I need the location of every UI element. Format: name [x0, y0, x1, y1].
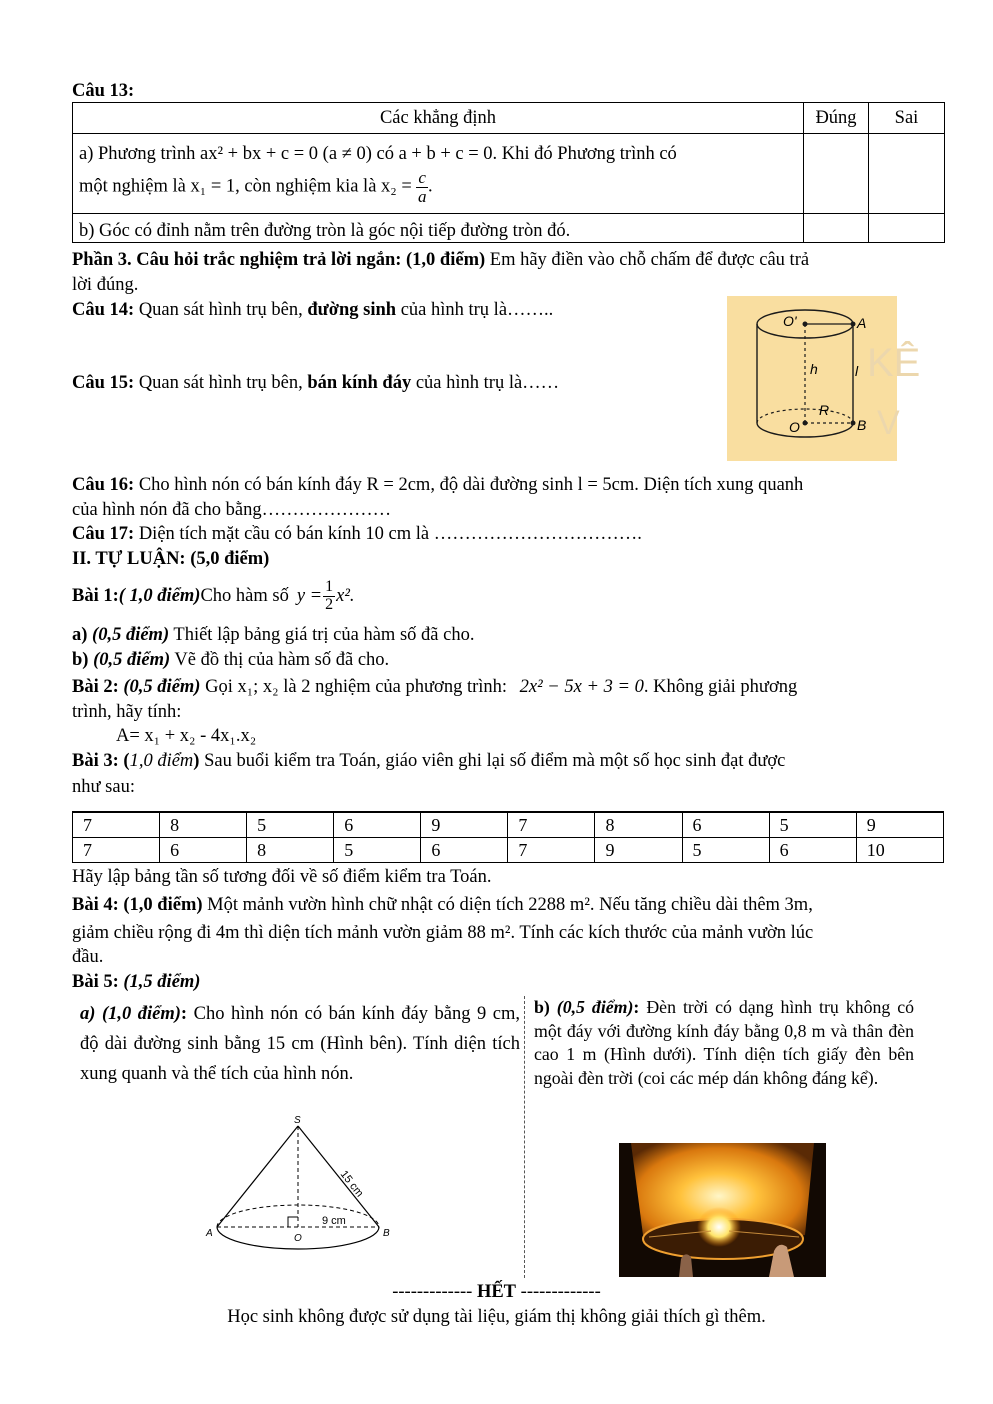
- table-header-statements: Các khẳng định: [73, 103, 804, 134]
- end-word: HẾT: [476, 1282, 517, 1302]
- exercise-5: [72, 971, 200, 993]
- exercise-5a-points: (1,0 điểm): [95, 1004, 181, 1024]
- question-15: [72, 372, 559, 394]
- exercise-2-label: Bài 2:: [72, 677, 119, 697]
- question-17-text: Diện tích mặt cầu có bán kính 10 cm là …………………………….: [134, 524, 642, 544]
- exercise-5b-text: Đèn trời có dạng hình trụ không có một đáy với đường kính đáy bằng 0,8 m và thân đèn cao 1 m (Hình dưới). Tính diện tích giấy đèn bên ngoài đèn trời (coi các mép dán không đáng kể).: [534, 997, 915, 1088]
- label-a: A: [206, 1228, 213, 1239]
- label-b: B: [383, 1228, 390, 1239]
- point-a: [851, 322, 856, 327]
- table-row: [73, 838, 944, 863]
- label-h: h: [810, 361, 818, 377]
- question-15-keyword: bán kính đáy: [307, 373, 412, 393]
- section-2-heading: II. TỰ LUẬN: (5,0 điểm): [72, 549, 270, 569]
- fraction-one-half: [323, 579, 335, 614]
- fraction-numerator: c: [418, 168, 426, 188]
- exercise-1b-label: b): [72, 650, 89, 670]
- exercise-4-points: (1,0 điểm): [118, 895, 203, 915]
- statement-b-true-cell[interactable]: [804, 214, 869, 243]
- exercise-1-text: Cho hàm số: [200, 585, 289, 606]
- exercise-4: [72, 894, 813, 916]
- question-17-label: Câu 17:: [72, 524, 135, 544]
- watermark-letter: KÊ: [867, 341, 921, 385]
- question-14-text: Quan sát hình trụ bên,: [134, 300, 308, 320]
- exercise-1a-label: a): [72, 625, 88, 645]
- score-cell: 8: [160, 812, 247, 838]
- statement-a-false-cell[interactable]: [869, 134, 945, 214]
- exercise-3-label: Bài 3:: [72, 751, 119, 771]
- score-cell: 5: [769, 812, 856, 838]
- label-s: S: [294, 1115, 301, 1126]
- exercise-1a-points: (0,5 điểm): [87, 625, 170, 645]
- label-a: A: [857, 315, 867, 331]
- label-o: O: [789, 419, 800, 435]
- watermark-letter: V: [877, 404, 900, 442]
- part-3-instruction-line2: lời đúng.: [72, 275, 139, 295]
- score-cell: 9: [856, 812, 943, 838]
- exercise-4-label: Bài 4:: [72, 895, 119, 915]
- exercise-2-text-end: . Không giải phương: [643, 677, 798, 697]
- exercise-5b-label: b): [534, 997, 550, 1017]
- label-b: B: [857, 417, 867, 433]
- exercise-5a-text: Cho hình nón có bán kính đáy bằng 9 cm, độ dài đường sinh bằng 15 cm (Hình bên). Tính diện tích xung quanh và thể tích của hình nón.: [80, 1004, 520, 1084]
- score-cell: 8: [595, 812, 682, 838]
- question-16-line1: Cho hình nón có bán kính đáy R = 2cm, độ dài đường sinh l = 5cm. Diện tích xung quanh: [134, 475, 804, 495]
- point-o-prime: [803, 322, 808, 327]
- exercise-1: [72, 574, 355, 618]
- exercise-1-label: Bài 1:: [72, 585, 119, 606]
- end-dashes-left: -------------: [392, 1282, 477, 1302]
- exercise-5b: [534, 996, 914, 1091]
- exercise-1-points: ( 1,0 điểm): [118, 585, 201, 606]
- score-cell: 6: [334, 812, 421, 838]
- question-14-blank: của hình trụ là……..: [396, 300, 554, 320]
- statement-a-true-cell[interactable]: [804, 134, 869, 214]
- exercise-5b-colon: :: [633, 997, 640, 1017]
- score-cell: 6: [421, 838, 508, 863]
- right-angle-mark: [288, 1217, 298, 1227]
- exercise-5a-colon: :: [180, 1004, 188, 1024]
- score-cell: 5: [247, 812, 334, 838]
- label-r: R: [819, 402, 830, 418]
- cone-left-slant: [217, 1126, 298, 1227]
- table-header-false: Sai: [869, 103, 945, 134]
- exercise-4-line3: đầu.: [72, 947, 104, 967]
- statement-b-false-cell[interactable]: [869, 214, 945, 243]
- exercise-3-paren-open: (: [118, 751, 130, 771]
- fraction-c-over-a: [416, 169, 428, 206]
- label-l: l: [855, 363, 859, 379]
- exercise-2: [72, 676, 797, 698]
- formula-y: y =: [296, 585, 323, 606]
- question-13-title: Câu 13:: [72, 81, 135, 101]
- score-cell: 6: [160, 838, 247, 863]
- fraction-denominator: a: [417, 186, 427, 206]
- score-cell: 7: [73, 812, 160, 838]
- score-cell: 9: [421, 812, 508, 838]
- scores-table: [72, 811, 944, 863]
- part-3-instruction: Em hãy điền vào chỗ chấm để được câu trả: [485, 250, 810, 270]
- question-14: [72, 299, 553, 321]
- footer-note: Học sinh không được sử dụng tài liệu, giám thị không giải thích gì thêm.: [227, 1307, 766, 1327]
- score-cell: 9: [595, 838, 682, 863]
- score-cell: 6: [769, 838, 856, 863]
- exercise-5-points: (1,5 điểm): [118, 972, 201, 992]
- exercise-1b-text: Vẽ đồ thị của hàm số đã cho.: [170, 650, 390, 670]
- question-15-label: Câu 15:: [72, 373, 135, 393]
- exercise-5a: [80, 1000, 520, 1090]
- score-cell: 7: [508, 838, 595, 863]
- part-3-heading: [72, 249, 809, 271]
- question-16-line2: của hình nón đã cho bằng…………………: [72, 500, 392, 520]
- statement-a: [73, 134, 804, 214]
- fraction-numerator: 1: [325, 577, 334, 595]
- exercise-3-text: Sau buổi kiểm tra Toán, giáo viên ghi lại số điểm mà một số học sinh đạt được: [199, 751, 786, 771]
- part-3-label: Phần 3: [72, 250, 128, 270]
- table-header-true: Đúng: [804, 103, 869, 134]
- exercise-3-points: 1,0 điểm: [129, 751, 194, 771]
- exercise-2-expression: A= x₁ + x₂ - 4x₁.x₂: [116, 726, 257, 746]
- sky-lantern-photo: [619, 1143, 826, 1277]
- true-false-table: [72, 102, 945, 243]
- column-divider: [524, 996, 525, 1278]
- statement-a-end: .: [427, 176, 433, 197]
- score-cell: 6: [682, 812, 769, 838]
- end-marker: [0, 1281, 993, 1303]
- score-cell: 10: [856, 838, 943, 863]
- question-16: [72, 474, 803, 496]
- fraction-denominator: 2: [325, 595, 334, 613]
- point-b: [851, 421, 856, 426]
- exercise-1a: [72, 624, 474, 646]
- end-dashes-right: -------------: [516, 1282, 601, 1302]
- exercise-2-equation: 2x² − 5x + 3 = 0: [519, 677, 644, 697]
- score-cell: 5: [682, 838, 769, 863]
- score-cell: 7: [73, 838, 160, 863]
- exercise-4-line1: Một mảnh vườn hình chữ nhật có diện tích 2288 m². Nếu tăng chiều dài thêm 3m,: [202, 895, 813, 915]
- exercise-3-line2: như sau:: [72, 777, 135, 797]
- exercise-5b-points: (0,5 điểm): [549, 997, 634, 1017]
- lantern-flame: [697, 1207, 741, 1247]
- score-cell: 7: [508, 812, 595, 838]
- statement-a-text: một nghiệm là x₁ = 1, còn nghiệm kia là x₂ =: [79, 176, 412, 197]
- label-o-prime: O': [783, 313, 797, 329]
- label-radius-9cm: 9 cm: [322, 1215, 346, 1227]
- exercise-2-points: (0,5 điểm): [118, 677, 201, 697]
- exercise-3-task: Hãy lập bảng tần số tương đối về số điểm kiểm tra Toán.: [72, 867, 492, 887]
- table-row: [73, 812, 944, 838]
- exercise-3: [72, 750, 785, 772]
- exercise-5a-label: a): [80, 1004, 96, 1024]
- label-slant-15cm: 15 cm: [337, 1168, 366, 1200]
- question-15-blank: của hình trụ là……: [411, 373, 560, 393]
- question-15-text: Quan sát hình trụ bên,: [134, 373, 308, 393]
- statement-b: b) Góc có đỉnh nằm trên đường tròn là góc nội tiếp đường tròn đó.: [73, 214, 804, 243]
- cylinder-figure: [727, 296, 921, 461]
- point-o: [803, 421, 808, 426]
- cone-base-back-arc: [217, 1205, 379, 1227]
- statement-a-line2: [79, 169, 797, 206]
- exercise-3-paren-close: ): [193, 751, 200, 771]
- question-17: [72, 523, 642, 545]
- exercise-1b-points: (0,5 điểm): [88, 650, 171, 670]
- score-cell: 5: [334, 838, 421, 863]
- exercise-1b: [72, 649, 389, 671]
- question-14-keyword: đường sinh: [307, 300, 397, 320]
- exercise-2-text: Gọi x₁; x₂ là 2 nghiệm của phương trình:: [200, 677, 508, 697]
- part-3-title: . Câu hỏi trắc nghiệm trả lời ngắn: (1,0 điểm): [127, 250, 486, 270]
- exercise-4-line2: giảm chiều rộng đi 4m thì diện tích mảnh vườn giảm 88 m². Tính các kích thước của mảnh vườn lúc: [72, 923, 814, 943]
- formula-x-squared: x².: [336, 585, 355, 606]
- question-16-label: Câu 16:: [72, 475, 135, 495]
- statement-a-line1: a) Phương trình ax² + bx + c = 0 (a ≠ 0) có a + b + c = 0. Khi đó Phương trình có: [79, 144, 677, 165]
- label-o: O: [294, 1233, 302, 1244]
- exercise-5-label: Bài 5:: [72, 972, 119, 992]
- score-cell: 8: [247, 838, 334, 863]
- exercise-1a-text: Thiết lập bảng giá trị của hàm số đã cho.: [169, 625, 475, 645]
- cone-figure: [200, 1112, 405, 1272]
- exercise-2-line2: trình, hãy tính:: [72, 702, 182, 722]
- question-14-label: Câu 14:: [72, 300, 135, 320]
